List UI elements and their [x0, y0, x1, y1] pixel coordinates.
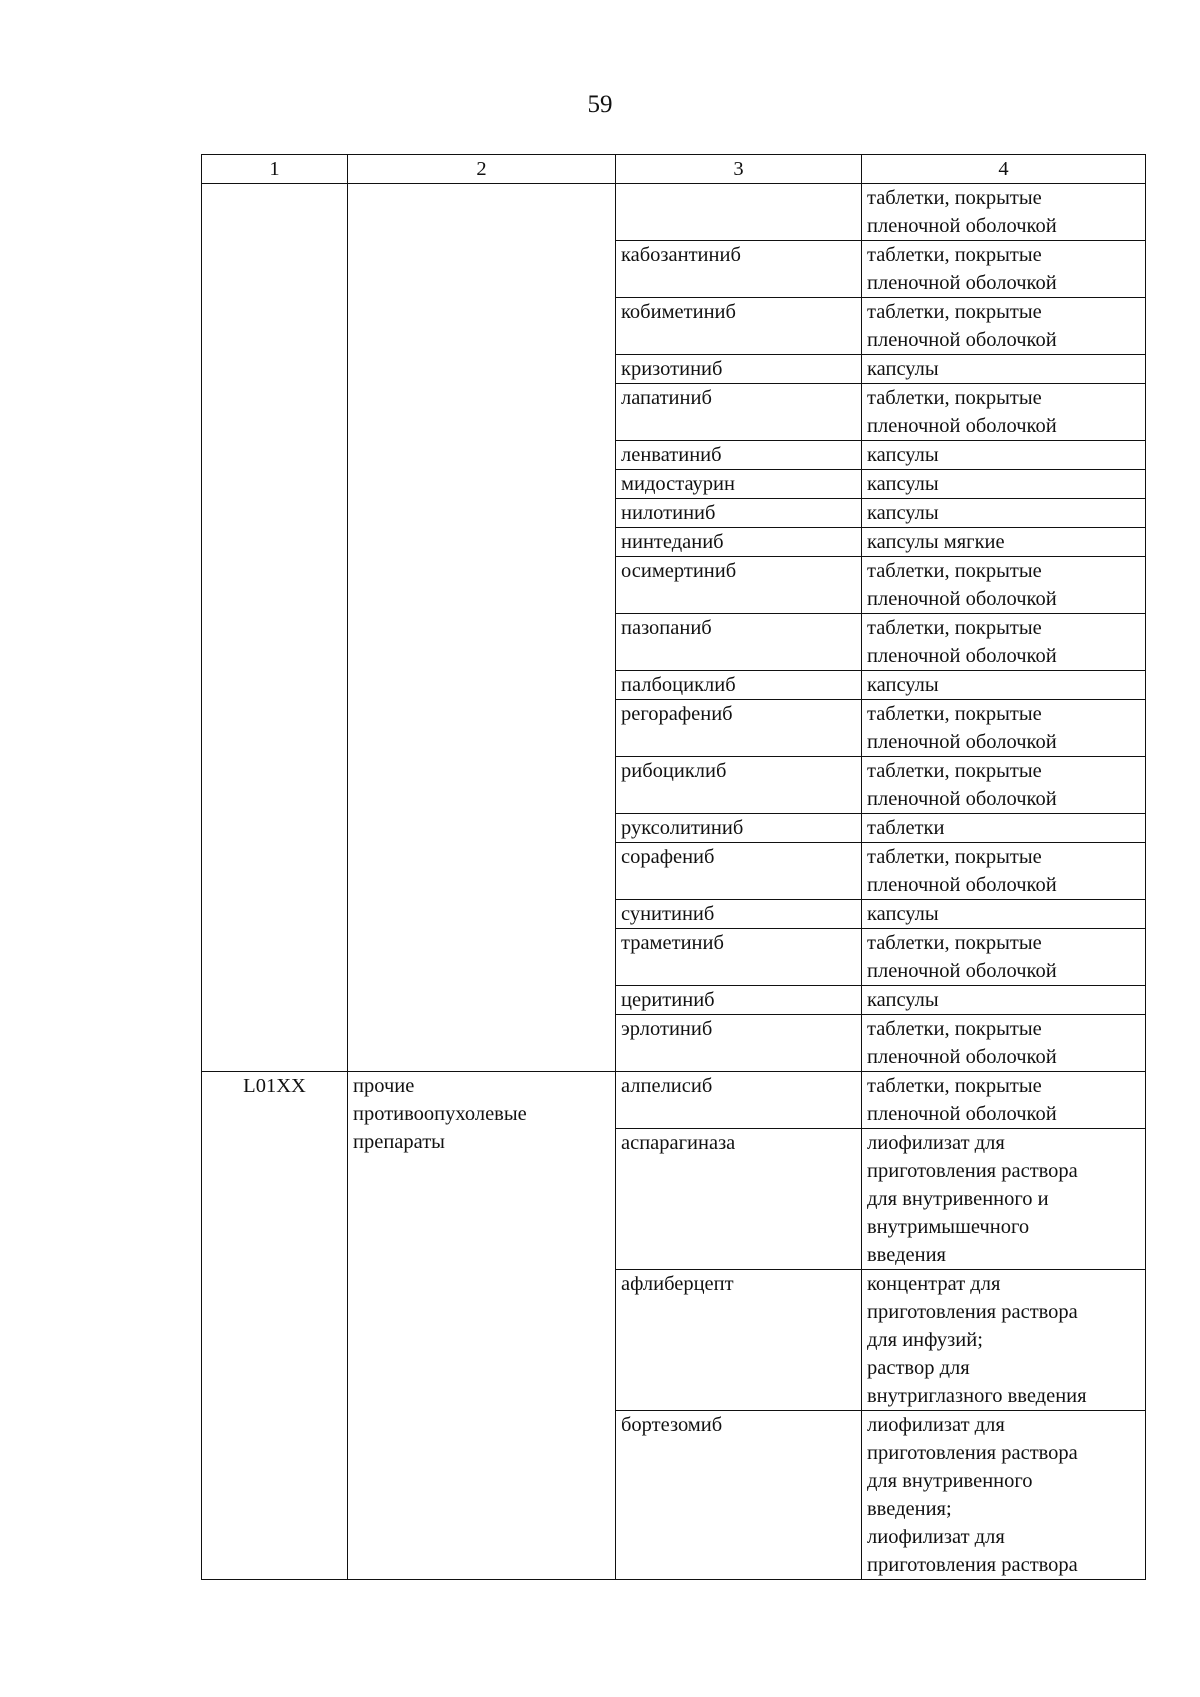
drug-name-cell: бортезомиб	[616, 1411, 862, 1580]
dosage-form-cell: капсулы	[862, 355, 1146, 384]
drug-name-cell: руксолитиниб	[616, 814, 862, 843]
header-col-2: 2	[348, 155, 616, 184]
drug-table	[201, 154, 1146, 1580]
table-row	[202, 184, 1146, 241]
drug-name-cell: палбоциклиб	[616, 671, 862, 700]
dosage-form-cell: капсулы	[862, 986, 1146, 1015]
drug-name-cell: сорафениб	[616, 843, 862, 900]
drug-name-cell: нилотиниб	[616, 499, 862, 528]
dosage-form-cell: таблетки, покрытые пленочной оболочкой	[862, 614, 1146, 671]
drug-name-cell: регорафениб	[616, 700, 862, 757]
dosage-form-cell: таблетки, покрытые пленочной оболочкой	[862, 298, 1146, 355]
dosage-form-cell: капсулы мягкие	[862, 528, 1146, 557]
dosage-form-cell: лиофилизат для приготовления раствора для внутривенного и внутримышечного введения	[862, 1129, 1146, 1270]
dosage-form-cell: лиофилизат для приготовления раствора для внутривенного введения; лиофилизат для приготовления раствора	[862, 1411, 1146, 1580]
drug-name-cell	[616, 184, 862, 241]
dosage-form-cell: таблетки, покрытые пленочной оболочкой	[862, 184, 1146, 241]
dosage-form-cell: таблетки	[862, 814, 1146, 843]
dosage-form-cell: таблетки, покрытые пленочной оболочкой	[862, 843, 1146, 900]
dosage-form-cell: капсулы	[862, 671, 1146, 700]
atc-code-cell: L01XX	[202, 1072, 348, 1580]
drug-name-cell: нинтеданиб	[616, 528, 862, 557]
drug-name-cell: рибоциклиб	[616, 757, 862, 814]
drug-name-cell: кабозантиниб	[616, 241, 862, 298]
header-col-1: 1	[202, 155, 348, 184]
table-row	[202, 1072, 1146, 1129]
drug-name-cell: афлиберцепт	[616, 1270, 862, 1411]
dosage-form-cell: таблетки, покрытые пленочной оболочкой	[862, 700, 1146, 757]
dosage-form-cell: концентрат для приготовления раствора для инфузий; раствор для внутриглазного введения	[862, 1270, 1146, 1411]
dosage-form-cell: таблетки, покрытые пленочной оболочкой	[862, 384, 1146, 441]
drug-name-cell: траметиниб	[616, 929, 862, 986]
drug-name-cell: аспарагиназа	[616, 1129, 862, 1270]
group-name-cell-empty	[348, 184, 616, 1072]
atc-code-cell-empty	[202, 184, 348, 1072]
page-number: 59	[587, 91, 613, 118]
drug-name-cell: эрлотиниб	[616, 1015, 862, 1072]
dosage-form-cell: таблетки, покрытые пленочной оболочкой	[862, 241, 1146, 298]
dosage-form-cell: таблетки, покрытые пленочной оболочкой	[862, 929, 1146, 986]
dosage-form-cell: таблетки, покрытые пленочной оболочкой	[862, 1015, 1146, 1072]
table-header-row	[202, 155, 1146, 184]
table-body	[202, 184, 1146, 1580]
header-col-4: 4	[862, 155, 1146, 184]
drug-name-cell: кобиметиниб	[616, 298, 862, 355]
drug-name-cell: лапатиниб	[616, 384, 862, 441]
drug-name-cell: кризотиниб	[616, 355, 862, 384]
drug-name-cell: сунитиниб	[616, 900, 862, 929]
drug-name-cell: осимертиниб	[616, 557, 862, 614]
dosage-form-cell: таблетки, покрытые пленочной оболочкой	[862, 557, 1146, 614]
group-name-cell: прочие противоопухолевые препараты	[348, 1072, 616, 1580]
dosage-form-cell: капсулы	[862, 470, 1146, 499]
dosage-form-cell: капсулы	[862, 499, 1146, 528]
drug-name-cell: церитиниб	[616, 986, 862, 1015]
header-col-3: 3	[616, 155, 862, 184]
drug-name-cell: пазопаниб	[616, 614, 862, 671]
dosage-form-cell: таблетки, покрытые пленочной оболочкой	[862, 1072, 1146, 1129]
dosage-form-cell: капсулы	[862, 900, 1146, 929]
drug-name-cell: мидостаурин	[616, 470, 862, 499]
dosage-form-cell: капсулы	[862, 441, 1146, 470]
dosage-form-cell: таблетки, покрытые пленочной оболочкой	[862, 757, 1146, 814]
drug-name-cell: ленватиниб	[616, 441, 862, 470]
drug-name-cell: алпелисиб	[616, 1072, 862, 1129]
